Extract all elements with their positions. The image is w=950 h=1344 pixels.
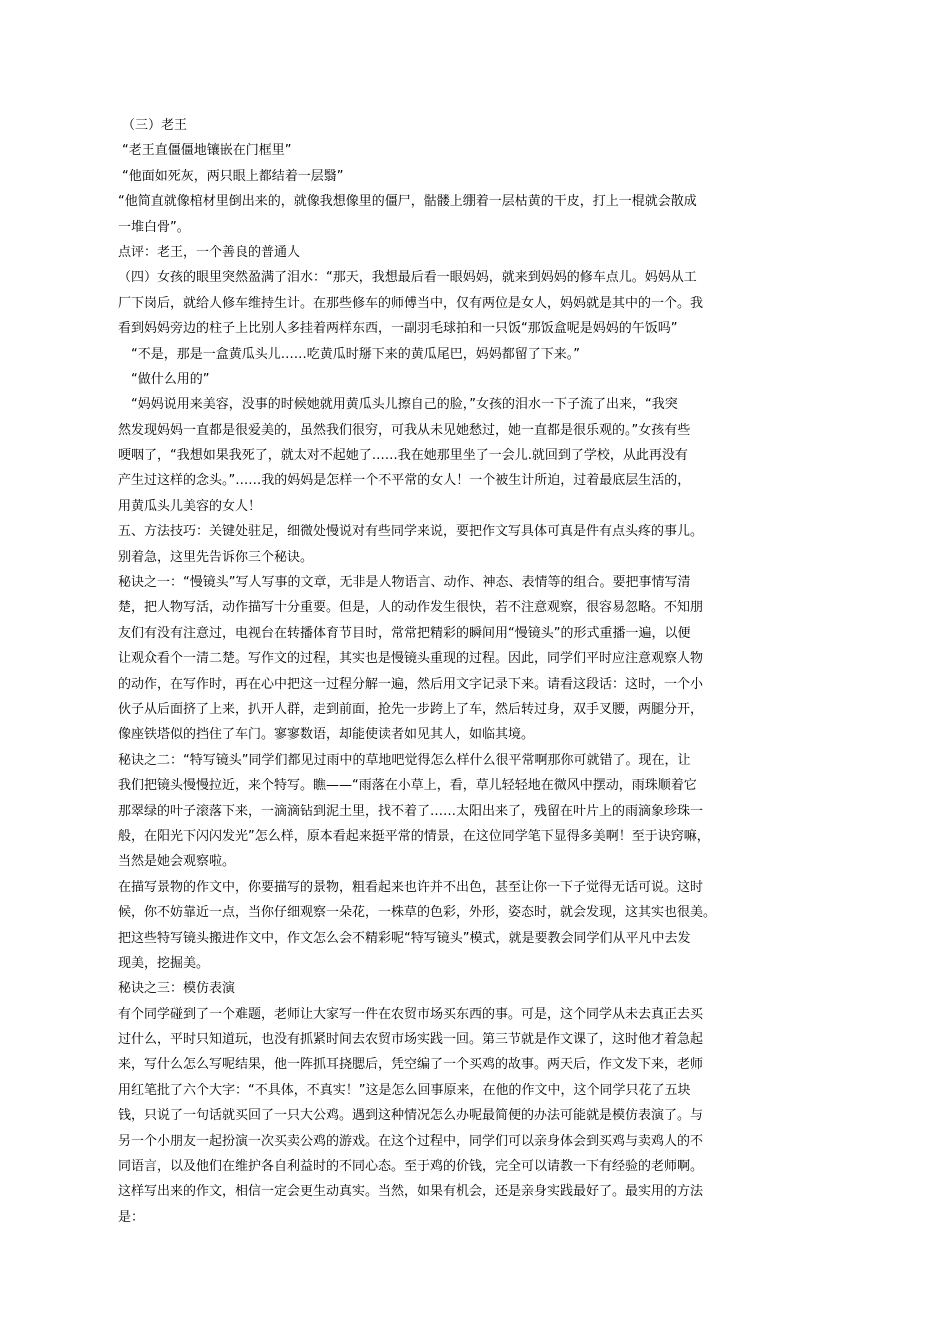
text-line: 同语言，以及他们在维护各自利益时的不同心态。至于鸡的价钱，完全可以请教一下有经验的老师啊。 bbox=[118, 1159, 704, 1175]
text-line: 在描写景物的作文中，你要描写的景物，粗看起来也许并不出色，甚至让你一下子觉得无话可说。这时 bbox=[118, 879, 704, 895]
text-line: 的动作，在写作时，再在心中把这一过程分解一遍，然后用文字记录下来。请看这段话：这时，一个小 bbox=[118, 676, 704, 692]
text-line: 来，写什么怎么写呢结果，他一阵抓耳挠腮后，凭空编了一个买鸡的故事。两天后，作文发下来，老师 bbox=[118, 1057, 704, 1073]
text-line: 哽咽了，“我想如果我死了，就太对不起她了……我在她那里坐了一会儿.就回到了学校，从此再没有 bbox=[118, 448, 688, 464]
text-line: “老王直僵僵地镶嵌在门框里” bbox=[122, 143, 292, 159]
text-line: 产生过这样的念头。”……我的妈妈是怎样一个不平常的女人！一个被生计所迫，过着最底层生活的， bbox=[118, 473, 691, 489]
text-line: 像座铁塔似的挡住了车门。寥寥数语，却能使读者如见其人，如临其境。 bbox=[118, 727, 535, 743]
text-line: “妈妈说用来美容，没事的时候她就用黄瓜头儿擦自己的脸，”女孩的泪水一下子流了出来，“我突 bbox=[131, 397, 678, 413]
text-line: 看到妈妈旁边的柱子上比别人多挂着两样东西，一副羽毛球拍和一只饭“那饭盒呢是妈妈的午饭吗” bbox=[118, 321, 678, 337]
text-line: 另一个小朋友一起扮演一次买卖公鸡的游戏。在这个过程中，同学们可以亲身体会到买鸡与卖鸡人的不 bbox=[118, 1133, 704, 1149]
text-line: 一堆白骨”。 bbox=[118, 219, 190, 235]
text-line: 然发现妈妈一直都是很爱美的，虽然我们很穷，可我从未见她愁过，她一直都是很乐观的。”女孩有些 bbox=[118, 422, 691, 438]
text-line: “他简直就像棺材里倒出来的，就像我想像里的僵尸，骷髅上绷着一层枯黄的干皮，打上一棍就会散成 bbox=[118, 194, 697, 210]
text-line: 钱，只说了一句话就买回了一只大公鸡。遇到这种情况怎么办呢最简便的办法可能就是模仿表演了。与 bbox=[118, 1108, 704, 1124]
text-line: 秘诀之一：“慢镜头”写人写事的文章，无非是人物语言、动作、神态、表情等的组合。要把事情写清 bbox=[118, 575, 691, 591]
text-line: 现美，挖掘美。 bbox=[118, 955, 210, 971]
text-line: 这样写出来的作文，相信一定会更生动真实。当然，如果有机会，还是亲身实践最好了。最实用的方法 bbox=[118, 1184, 704, 1200]
text-line: 我们把镜头慢慢拉近，来个特写。瞧——“雨落在小草上，看，草儿轻轻地在微风中摆动，雨珠顺着它 bbox=[118, 778, 697, 794]
text-line: 是： bbox=[118, 1209, 145, 1225]
document-body bbox=[118, 113, 833, 1230]
text-line: 秘诀之三：模仿表演 bbox=[118, 981, 236, 997]
text-line: 点评：老王，一个善良的普通人 bbox=[118, 244, 301, 260]
text-line: 用红笔批了六个大字：“不具体，不真实！”这是怎么回事原来，在他的作文中，这个同学只花了五块 bbox=[118, 1082, 691, 1098]
text-line: “做什么用的” bbox=[131, 371, 210, 387]
text-line: 厂下岗后，就给人修车维持生计。在那些修车的师傅当中，仅有两位是女人，妈妈就是其中的一个。我 bbox=[118, 295, 704, 311]
text-line: 别着急，这里先告诉你三个秘诀。 bbox=[118, 549, 314, 565]
text-line: 把这些特写镜头搬进作文中，作文怎么会不精彩呢“特写镜头”模式，就是要教会同学们从平凡中去发 bbox=[118, 930, 691, 946]
text-line: 秘诀之二：“特写镜头”同学们都见过雨中的草地吧觉得怎么样什么很平常啊那你可就错了。现在，让 bbox=[118, 752, 691, 768]
text-line: 候，你不妨靠近一点，当你仔细观察一朵花，一株草的色彩，外形，姿态时，就会发现，这其实也很美。 bbox=[118, 905, 717, 921]
text-line: 五、方法技巧：关键处驻足，细微处慢说对有些同学来说，要把作文写具体可真是件有点头疼的事儿。 bbox=[118, 524, 704, 540]
text-line: （四）女孩的眼里突然盈满了泪水：“那天，我想最后看一眼妈妈，就来到妈妈的修车点儿。妈妈从工 bbox=[118, 270, 697, 286]
text-line: 让观众看个一清二楚。写作文的过程，其实也是慢镜头重现的过程。因此，同学们平时应注意观察人物 bbox=[118, 651, 704, 667]
text-line: 友们有没有注意过，电视台在转播体育节目时，常常把精彩的瞬间用“慢镜头”的形式重播一遍，以便 bbox=[118, 625, 691, 641]
text-line: （三）老王 bbox=[122, 118, 188, 133]
text-line: “不是，那是一盒黄瓜头儿……吃黄瓜时掰下来的黄瓜尾巴，妈妈都留了下来。” bbox=[131, 346, 580, 362]
text-line: 般，在阳光下闪闪发光”怎么样，原本看起来挺平常的情景，在这位同学笔下显得多美啊！至于诀窍嘛， bbox=[118, 828, 710, 844]
text-line: 有个同学碰到了一个难题，老师让大家写一件在农贸市场买东西的事。可是，这个同学从未去真正去买 bbox=[118, 1006, 704, 1022]
text-line: 那翠绿的叶子滚落下来，一滴滴钻到泥土里，找不着了……太阳出来了，残留在叶片上的雨滴象珍珠一 bbox=[118, 803, 704, 819]
text-line: 用黄瓜头儿美容的女人！ bbox=[118, 498, 262, 514]
text-line: 过什么，平时只知道玩，也没有抓紧时间去农贸市场实践一回。第三节就是作文课了，这时他才着急起 bbox=[118, 1032, 704, 1048]
text-line: 当然是她会观察啦。 bbox=[118, 854, 236, 870]
text-line: 楚，把人物写活，动作描写十分重要。但是，人的动作发生很快，若不注意观察，很容易忽略。不知朋 bbox=[118, 600, 704, 616]
text-line: 伙子从后面挤了上来，扒开人群，走到前面，抢先一步跨上了车，然后转过身，双手叉腰，两腿分开， bbox=[118, 701, 704, 717]
text-line: “他面如死灰，两只眼上都结着一层翳” bbox=[122, 168, 344, 184]
